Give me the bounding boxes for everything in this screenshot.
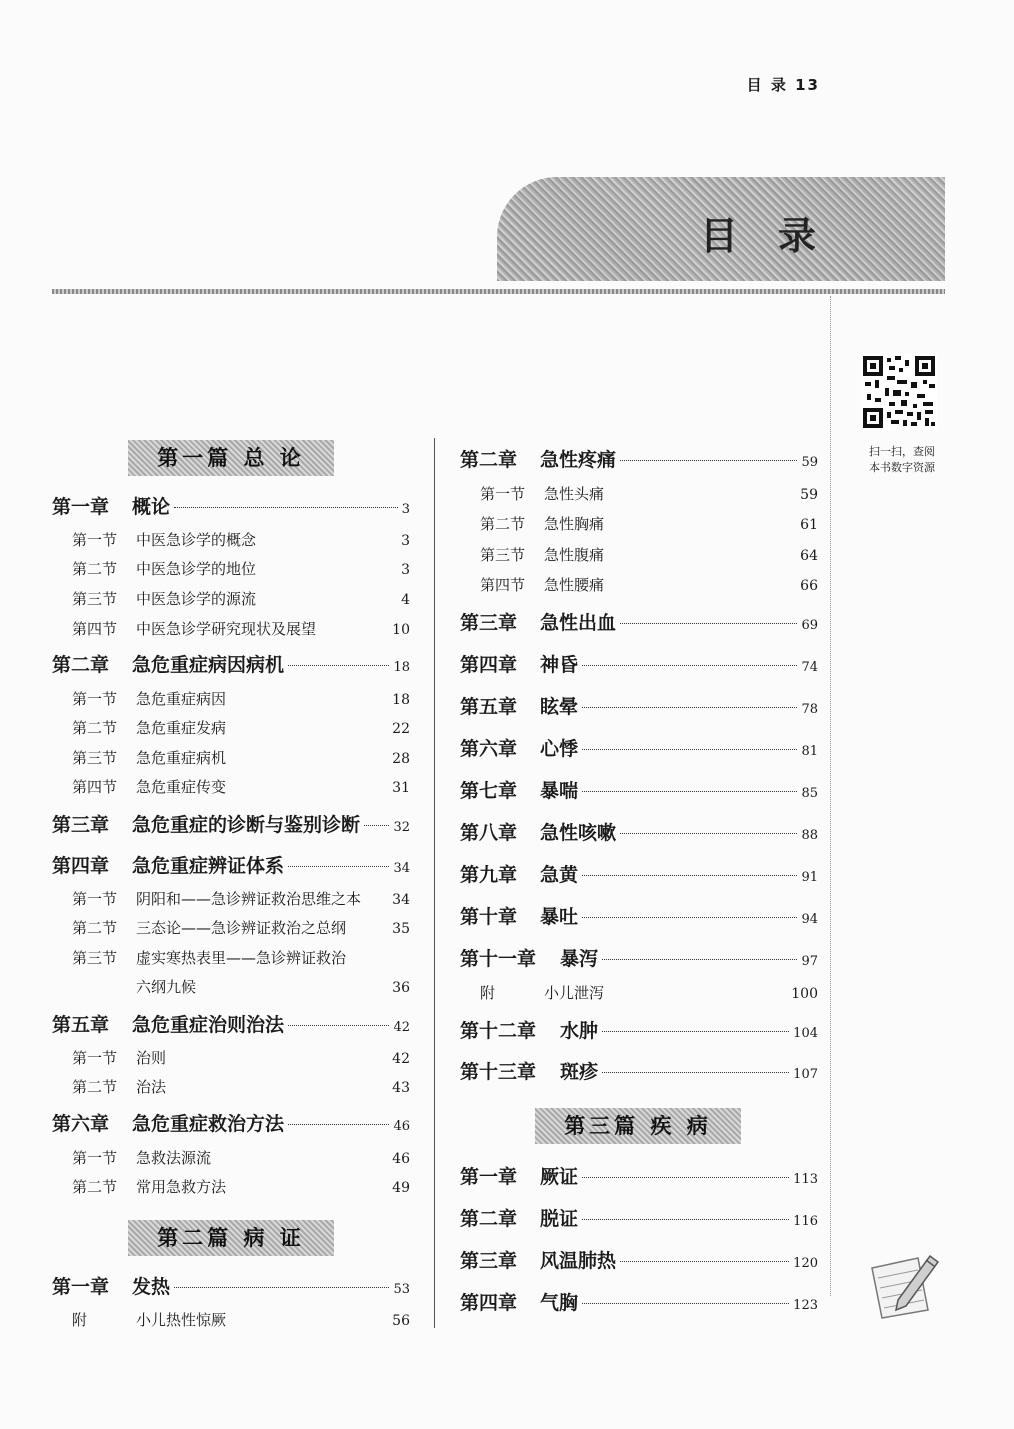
dot-leader <box>602 958 797 960</box>
dot-leader <box>620 1260 789 1262</box>
dot-leader <box>288 865 389 867</box>
entry-page-number: 100 <box>791 986 818 1002</box>
entry-page-number: 34 <box>393 861 410 876</box>
entry-number: 第四章 <box>460 1292 518 1314</box>
toc-chapter-entry[interactable] <box>52 1109 410 1136</box>
entry-page-number: 123 <box>793 1298 818 1313</box>
entry-page-number: 113 <box>793 1172 818 1187</box>
toc-section-entry[interactable] <box>72 558 410 579</box>
entry-number: 第二章 <box>460 1208 518 1230</box>
entry-page-number: 34 <box>392 892 410 908</box>
entry-title: 小儿泄泻 <box>544 984 605 1002</box>
entry-page-number: 36 <box>392 980 410 996</box>
qr-caption-line: 扫一扫，查阅 <box>869 445 935 458</box>
entry-title: 三态论——急诊辨证救治之总纲 <box>136 919 347 937</box>
page-title: 目录 <box>700 213 857 258</box>
entry-title: 概论 <box>132 496 171 518</box>
toc-section-entry[interactable] <box>72 717 410 738</box>
toc-chapter-entry[interactable] <box>460 776 818 803</box>
running-head: 目 录 13 <box>746 76 820 94</box>
entry-number: 第四章 <box>460 654 518 676</box>
column-divider <box>434 438 435 1328</box>
entry-page-number: 28 <box>392 751 410 767</box>
entry-number: 第五章 <box>460 696 518 718</box>
entry-number: 第三节 <box>72 749 118 767</box>
entry-number: 第一节 <box>72 890 118 908</box>
entry-page-number: 42 <box>393 1020 410 1035</box>
toc-section-entry[interactable] <box>72 1176 410 1197</box>
entry-page-number: 88 <box>801 828 818 843</box>
toc-chapter-entry[interactable] <box>52 810 410 837</box>
dot-leader <box>620 459 797 461</box>
entry-title: 急性出血 <box>540 612 617 634</box>
entry-page-number: 116 <box>793 1214 818 1229</box>
toc-chapter-entry[interactable] <box>52 1272 410 1299</box>
entry-title: 发热 <box>132 1276 171 1298</box>
toc-chapter-entry[interactable] <box>52 492 410 519</box>
entry-page-number: 91 <box>801 870 818 885</box>
entry-page-number: 46 <box>392 1151 410 1167</box>
dot-leader <box>364 824 389 826</box>
toc-section-entry[interactable] <box>72 529 410 550</box>
dot-leader <box>602 1030 789 1032</box>
dot-leader <box>582 748 797 750</box>
entry-number: 第九章 <box>460 864 518 886</box>
notes-pencil-icon <box>868 1250 940 1320</box>
toc-chapter-entry[interactable] <box>460 445 818 472</box>
entry-number: 第三章 <box>52 814 110 836</box>
entry-title: 眩晕 <box>540 696 579 718</box>
entry-number: 第三节 <box>72 590 118 608</box>
entry-page-number: 120 <box>793 1256 818 1271</box>
entry-number: 第二节 <box>480 515 526 533</box>
toc-section-entry[interactable] <box>72 747 410 768</box>
entry-number: 第五章 <box>52 1014 110 1036</box>
entry-number: 第二节 <box>72 1078 118 1096</box>
entry-title: 治则 <box>136 1049 167 1067</box>
dot-leader <box>602 1071 789 1073</box>
toc-chapter-entry[interactable] <box>460 1204 818 1231</box>
entry-page-number: 107 <box>793 1067 818 1082</box>
entry-number: 第四节 <box>72 620 118 638</box>
toc-chapter-entry[interactable] <box>460 860 818 887</box>
entry-title: 暴泻 <box>560 948 599 970</box>
entry-title: 急危重症治则治法 <box>132 1014 285 1036</box>
entry-page-number: 18 <box>393 660 410 675</box>
toc-chapter-entry[interactable] <box>460 608 818 635</box>
entry-title: 气胸 <box>540 1292 579 1314</box>
entry-page-number: 78 <box>801 702 818 717</box>
entry-page-number: 3 <box>401 533 410 549</box>
part-heading-3: 第三篇 疾 病 <box>535 1108 741 1144</box>
toc-chapter-entry[interactable] <box>52 851 410 878</box>
entry-title: 急性咳嗽 <box>540 822 617 844</box>
entry-page-number: 61 <box>800 517 818 533</box>
qr-caption <box>852 444 952 476</box>
entry-page-number: 43 <box>392 1080 410 1096</box>
entry-page-number: 81 <box>801 744 818 759</box>
entry-title: 急性头痛 <box>544 485 605 503</box>
entry-title: 急性腹痛 <box>544 546 605 564</box>
toc-section-entry[interactable] <box>480 544 818 565</box>
entry-title: 六纲九候 <box>136 978 197 996</box>
toc-section-entry[interactable] <box>480 982 818 1003</box>
entry-number: 第十章 <box>460 906 518 928</box>
entry-title: 急黄 <box>540 864 579 886</box>
toc-chapter-entry[interactable] <box>52 1010 410 1037</box>
entry-number: 第三章 <box>460 1250 518 1272</box>
entry-page-number: 46 <box>393 1119 410 1134</box>
entry-page-number: 3 <box>401 562 410 578</box>
dot-leader <box>582 916 797 918</box>
toc-section-entry[interactable] <box>480 513 818 534</box>
toc-chapter-entry[interactable] <box>460 902 818 929</box>
entry-page-number: 35 <box>392 921 410 937</box>
toc-section-entry[interactable] <box>72 588 410 609</box>
toc-chapter-entry[interactable] <box>460 734 818 761</box>
dot-leader <box>582 664 797 666</box>
entry-title: 治法 <box>136 1078 167 1096</box>
toc-section-entry[interactable] <box>72 1309 410 1330</box>
toc-chapter-entry[interactable] <box>460 650 818 677</box>
entry-number: 第二章 <box>52 654 110 676</box>
toc-section-entry[interactable] <box>72 1076 410 1097</box>
entry-page-number: 56 <box>392 1313 410 1329</box>
dot-leader <box>620 622 797 624</box>
entry-number: 第二节 <box>72 919 118 937</box>
entry-title: 中医急诊学研究现状及展望 <box>136 620 317 638</box>
toc-chapter-entry[interactable] <box>460 1246 818 1273</box>
dot-leader <box>582 874 797 876</box>
toc-section-entry[interactable] <box>72 776 410 797</box>
entry-page-number: 94 <box>801 912 818 927</box>
entry-title: 中医急诊学的源流 <box>136 590 257 608</box>
entry-title: 虚实寒热表里——急诊辨证救治 <box>136 949 347 967</box>
entry-number: 第二节 <box>72 719 118 737</box>
toc-section-entry[interactable] <box>72 888 410 909</box>
entry-page-number: 49 <box>392 1180 410 1196</box>
entry-page-number: 22 <box>392 721 410 737</box>
dot-leader <box>582 1176 789 1178</box>
margin-divider <box>830 296 831 1296</box>
entry-page-number: 104 <box>793 1026 818 1041</box>
entry-page-number: 66 <box>800 578 818 594</box>
toc-section-entry[interactable] <box>72 1047 410 1068</box>
toc-section-entry[interactable] <box>480 574 818 595</box>
entry-title: 急危重症传变 <box>136 778 227 796</box>
entry-number: 附 <box>480 984 496 1002</box>
dot-leader <box>288 1123 389 1125</box>
entry-number: 第八章 <box>460 822 518 844</box>
entry-page-number: 74 <box>801 660 818 675</box>
entry-title: 中医急诊学的概念 <box>136 531 257 549</box>
entry-title: 阴阳和——急诊辨证救治思维之本 <box>136 890 362 908</box>
entry-title: 脱证 <box>540 1208 579 1230</box>
dot-leader <box>174 1286 389 1288</box>
entry-title: 中医急诊学的地位 <box>136 560 257 578</box>
entry-number: 第一节 <box>72 531 118 549</box>
entry-number: 附 <box>72 1311 88 1329</box>
toc-section-entry[interactable] <box>72 947 410 968</box>
toc-chapter-entry[interactable] <box>460 1162 818 1189</box>
entry-title: 斑疹 <box>560 1061 599 1083</box>
entry-title: 急性疼痛 <box>540 449 617 471</box>
toc-section-entry[interactable] <box>72 917 410 938</box>
entry-number: 第二章 <box>460 449 518 471</box>
entry-title: 急危重症病因 <box>136 690 227 708</box>
entry-number: 第一节 <box>72 1149 118 1167</box>
toc-chapter-entry[interactable] <box>460 1016 818 1043</box>
entry-title: 急危重症病机 <box>136 749 227 767</box>
entry-number: 第十三章 <box>460 1061 537 1083</box>
entry-title: 急性腰痛 <box>544 576 605 594</box>
entry-number: 第三章 <box>460 612 518 634</box>
entry-page-number: 69 <box>801 618 818 633</box>
entry-page-number: 42 <box>392 1051 410 1067</box>
entry-number: 第一节 <box>72 1049 118 1067</box>
entry-title: 急危重症救治方法 <box>132 1113 285 1135</box>
qr-code-icon[interactable] <box>861 354 937 430</box>
header-rule <box>52 289 945 294</box>
entry-number: 第三节 <box>72 949 118 967</box>
toc-section-entry[interactable] <box>72 618 410 639</box>
entry-number: 第一章 <box>52 1276 110 1298</box>
entry-page-number: 53 <box>393 1282 410 1297</box>
entry-title: 小儿热性惊厥 <box>136 1311 227 1329</box>
toc-chapter-entry[interactable] <box>460 944 818 971</box>
entry-title: 心悸 <box>540 738 579 760</box>
entry-page-number: 85 <box>801 786 818 801</box>
dot-leader <box>582 1302 789 1304</box>
entry-title: 厥证 <box>540 1166 579 1188</box>
toc-section-entry[interactable] <box>480 483 818 504</box>
toc-chapter-entry[interactable] <box>460 692 818 719</box>
entry-number: 第一节 <box>72 690 118 708</box>
entry-number: 第一节 <box>480 485 526 503</box>
entry-number: 第十二章 <box>460 1020 537 1042</box>
entry-page-number: 59 <box>800 487 818 503</box>
entry-title: 急危重症病因病机 <box>132 654 285 676</box>
entry-title: 常用急救方法 <box>136 1178 227 1196</box>
entry-title: 暴吐 <box>540 906 579 928</box>
entry-title: 暴喘 <box>540 780 579 802</box>
dot-leader <box>288 1024 389 1026</box>
entry-title: 急危重症发病 <box>136 719 227 737</box>
dot-leader <box>582 706 797 708</box>
entry-page-number: 32 <box>393 820 410 835</box>
entry-number: 第六章 <box>52 1113 110 1135</box>
dot-leader <box>582 1218 789 1220</box>
part-heading-2: 第二篇 病 证 <box>128 1220 334 1256</box>
dot-leader <box>620 832 797 834</box>
entry-number: 第四节 <box>480 576 526 594</box>
entry-title: 风温肺热 <box>540 1250 617 1272</box>
toc-chapter-entry[interactable] <box>460 1288 818 1315</box>
entry-page-number: 97 <box>801 954 818 969</box>
part-heading-1: 第一篇 总 论 <box>128 440 334 476</box>
entry-page-number: 10 <box>392 622 410 638</box>
toc-chapter-entry[interactable] <box>460 818 818 845</box>
entry-page-number: 64 <box>800 548 818 564</box>
entry-number: 第七章 <box>460 780 518 802</box>
entry-number: 第一章 <box>52 496 110 518</box>
toc-chapter-entry[interactable] <box>460 1057 818 1084</box>
entry-number: 第一章 <box>460 1166 518 1188</box>
entry-number: 第二节 <box>72 1178 118 1196</box>
dot-leader <box>174 506 398 508</box>
entry-page-number: 18 <box>392 692 410 708</box>
entry-title: 神昏 <box>540 654 579 676</box>
entry-number: 第四节 <box>72 778 118 796</box>
entry-title: 急危重症的诊断与鉴别诊断 <box>132 814 361 836</box>
entry-number: 第六章 <box>460 738 518 760</box>
entry-page-number: 4 <box>401 592 410 608</box>
entry-number: 第四章 <box>52 855 110 877</box>
toc-chapter-entry[interactable] <box>52 650 410 677</box>
entry-page-number: 31 <box>392 780 410 796</box>
entry-page-number: 3 <box>401 502 410 517</box>
entry-page-number: 59 <box>801 455 818 470</box>
toc-section-entry[interactable] <box>72 976 410 997</box>
dot-leader <box>288 664 389 666</box>
entry-title: 急救法源流 <box>136 1149 212 1167</box>
entry-number: 第二节 <box>72 560 118 578</box>
entry-number: 第三节 <box>480 546 526 564</box>
entry-title: 急性胸痛 <box>544 515 605 533</box>
qr-caption-line: 本书数字资源 <box>869 461 935 474</box>
toc-section-entry[interactable] <box>72 688 410 709</box>
entry-title: 水肿 <box>560 1020 599 1042</box>
entry-number: 第十一章 <box>460 948 537 970</box>
toc-section-entry[interactable] <box>72 1147 410 1168</box>
dot-leader <box>582 790 797 792</box>
entry-title: 急危重症辨证体系 <box>132 855 285 877</box>
